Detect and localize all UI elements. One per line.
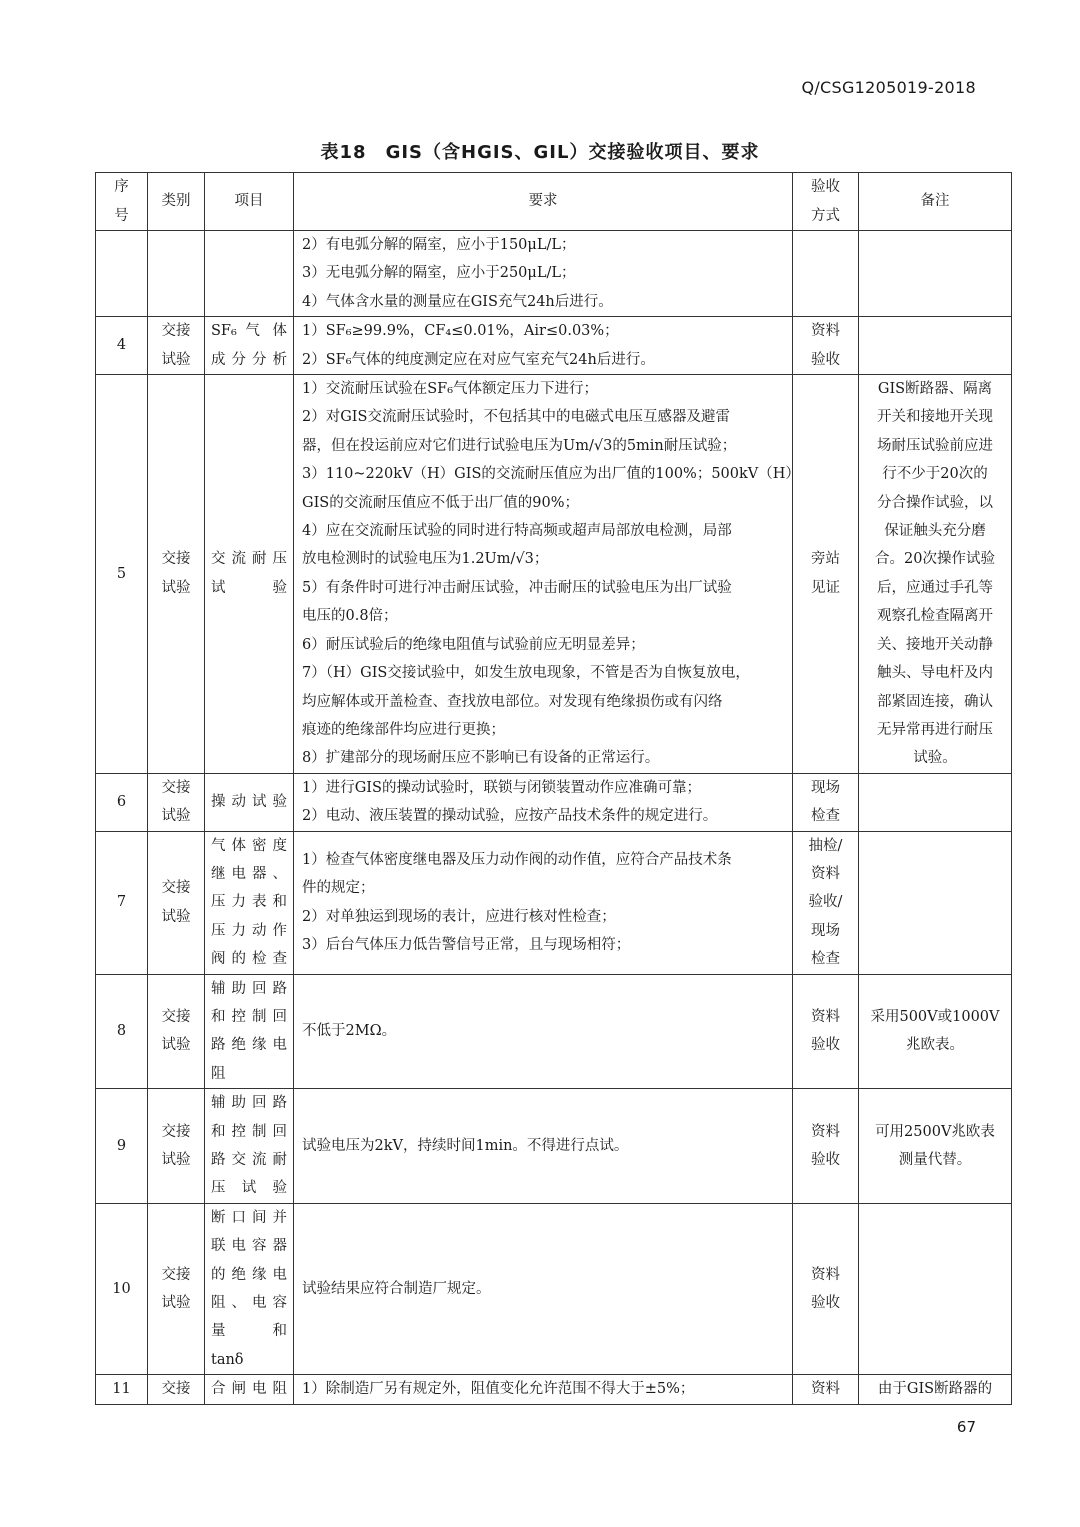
acceptance-table	[95, 172, 1012, 1405]
cell-requirement: 试验结果应符合制造厂规定。	[294, 1203, 793, 1374]
header-item: 项目	[205, 173, 294, 231]
table-row	[96, 375, 1012, 774]
cell-method: 抽检/ 资料 验收/ 现场 检查	[793, 831, 859, 974]
cell-item: 合闸电阻	[205, 1375, 294, 1404]
cell-no: 10	[96, 1203, 148, 1374]
cell-no: 6	[96, 773, 148, 831]
cell-remark: 采用500V或1000V 兆欧表。	[859, 974, 1012, 1089]
header-category: 类别	[148, 173, 205, 231]
cell-method: 旁站 见证	[793, 375, 859, 774]
cell-no: 8	[96, 974, 148, 1089]
cell-no: 7	[96, 831, 148, 974]
cell-method: 现场 检查	[793, 773, 859, 831]
cell-requirement: 1）交流耐压试验在SF₆气体额定压力下进行； 2）对GIS交流耐压试验时，不包括其中的电磁式电压互感器及避雷 器，但在投运前应对它们进行试验电压为Um/√3的5min耐压试验； 3）110~220kV（H）GIS的交流耐压值应为出厂值的100%；500kV（H） GIS的交流耐压值应不低于出厂值的90%； 4）应在交流耐压试验的同时进行特高频或超声局部放电检测，局部 放电检测时的试验电压为1.2Um/√3； 5）有条件时可进行冲击耐压试验，冲击耐压的试验电压为出厂试验 电压的0.8倍； 6）耐压试验后的绝缘电阻值与试验前应无明显差异； 7）（H）GIS交接试验中，如发生放电现象，不管是否为自恢复放电， 均应解体或开盖检查、查找放电部位。对发现有绝缘损伤或有闪络 痕迹的绝缘部件均应进行更换； 8）扩建部分的现场耐压应不影响已有设备的正常运行。	[294, 375, 793, 774]
cell-remark	[859, 231, 1012, 317]
cell-item: 操动试验	[205, 773, 294, 831]
cell-remark	[859, 773, 1012, 831]
cell-item: 气体密度 继电器、 压力表和 压力动作 阀的检查	[205, 831, 294, 974]
cell-requirement: 不低于2MΩ。	[294, 974, 793, 1089]
cell-remark: GIS断路器、隔离 开关和接地开关现 场耐压试验前应进 行不少于20次的 分合操作试验，以 保证触头充分磨 合。20次操作试验 后，应通过手孔等 观察孔检查隔离开 关、接地开关动静 触头、导电杆及内 部紧固连接，确认 无异常再进行耐压 试验。	[859, 375, 1012, 774]
cell-category: 交接 试验	[148, 1203, 205, 1374]
table-row	[96, 1375, 1012, 1404]
cell-item	[205, 231, 294, 317]
cell-category: 交接 试验	[148, 1089, 205, 1204]
cell-no: 11	[96, 1375, 148, 1404]
cell-requirement: 1）检查气体密度继电器及压力动作阀的动作值，应符合产品技术条 件的规定； 2）对单独运到现场的表计，应进行核对性检查； 3）后台气体压力低告警信号正常，且与现场相符；	[294, 831, 793, 974]
cell-method: 资料 验收	[793, 1089, 859, 1204]
cell-item: 辅助回路 和控制回 路绝缘电 阻	[205, 974, 294, 1089]
cell-no	[96, 231, 148, 317]
table-row	[96, 831, 1012, 974]
header-no: 序 号	[96, 173, 148, 231]
cell-no: 5	[96, 375, 148, 774]
header-remark: 备注	[859, 173, 1012, 231]
table-row	[96, 1203, 1012, 1374]
cell-requirement: 1）进行GIS的操动试验时，联锁与闭锁装置动作应准确可靠； 2）电动、液压装置的操动试验，应按产品技术条件的规定进行。	[294, 773, 793, 831]
cell-requirement: 2）有电弧分解的隔室，应小于150μL/L； 3）无电弧分解的隔室，应小于250μL/L； 4）气体含水量的测量应在GIS充气24h后进行。	[294, 231, 793, 317]
cell-item: 交流耐压 试验	[205, 375, 294, 774]
cell-category: 交接	[148, 1375, 205, 1404]
cell-method: 资料	[793, 1375, 859, 1404]
table-row	[96, 773, 1012, 831]
cell-remark	[859, 1203, 1012, 1374]
cell-category: 交接 试验	[148, 317, 205, 375]
cell-method: 资料 验收	[793, 974, 859, 1089]
cell-item: SF₆ 气 体 成分分析	[205, 317, 294, 375]
cell-category: 交接 试验	[148, 773, 205, 831]
cell-requirement: 1）SF₆≥99.9%，CF₄≤0.01%，Air≤0.03%； 2）SF₆气体的纯度测定应在对应气室充气24h后进行。	[294, 317, 793, 375]
cell-remark: 可用2500V兆欧表 测量代替。	[859, 1089, 1012, 1204]
cell-category	[148, 231, 205, 317]
cell-no: 4	[96, 317, 148, 375]
cell-requirement: 1）除制造厂另有规定外，阻值变化允许范围不得大于±5%；	[294, 1375, 793, 1404]
cell-no: 9	[96, 1089, 148, 1204]
cell-method: 资料 验收	[793, 1203, 859, 1374]
table-header-row	[96, 173, 1012, 231]
cell-method	[793, 231, 859, 317]
cell-remark	[859, 317, 1012, 375]
table-row	[96, 974, 1012, 1089]
cell-category: 交接 试验	[148, 974, 205, 1089]
header-method: 验收 方式	[793, 173, 859, 231]
table-row	[96, 317, 1012, 375]
cell-remark	[859, 831, 1012, 974]
table-body	[96, 231, 1012, 1405]
cell-method: 资料 验收	[793, 317, 859, 375]
table-row	[96, 231, 1012, 317]
table-title: 表18 GIS（含HGIS、GIL）交接验收项目、要求	[320, 142, 760, 163]
page-number: 67	[956, 1418, 976, 1436]
cell-remark: 由于GIS断路器的	[859, 1375, 1012, 1404]
document-code: Q/CSG1205019-2018	[801, 78, 976, 97]
header-requirement: 要求	[294, 173, 793, 231]
table-row	[96, 1089, 1012, 1204]
cell-requirement: 试验电压为2kV，持续时间1min。不得进行点试。	[294, 1089, 793, 1204]
cell-category: 交接 试验	[148, 831, 205, 974]
cell-item: 断口间并 联电容器 的绝缘电 阻、电容 量 和 tanδ	[205, 1203, 294, 1374]
cell-category: 交接 试验	[148, 375, 205, 774]
cell-item: 辅助回路 和控制回 路交流耐 压试验	[205, 1089, 294, 1204]
